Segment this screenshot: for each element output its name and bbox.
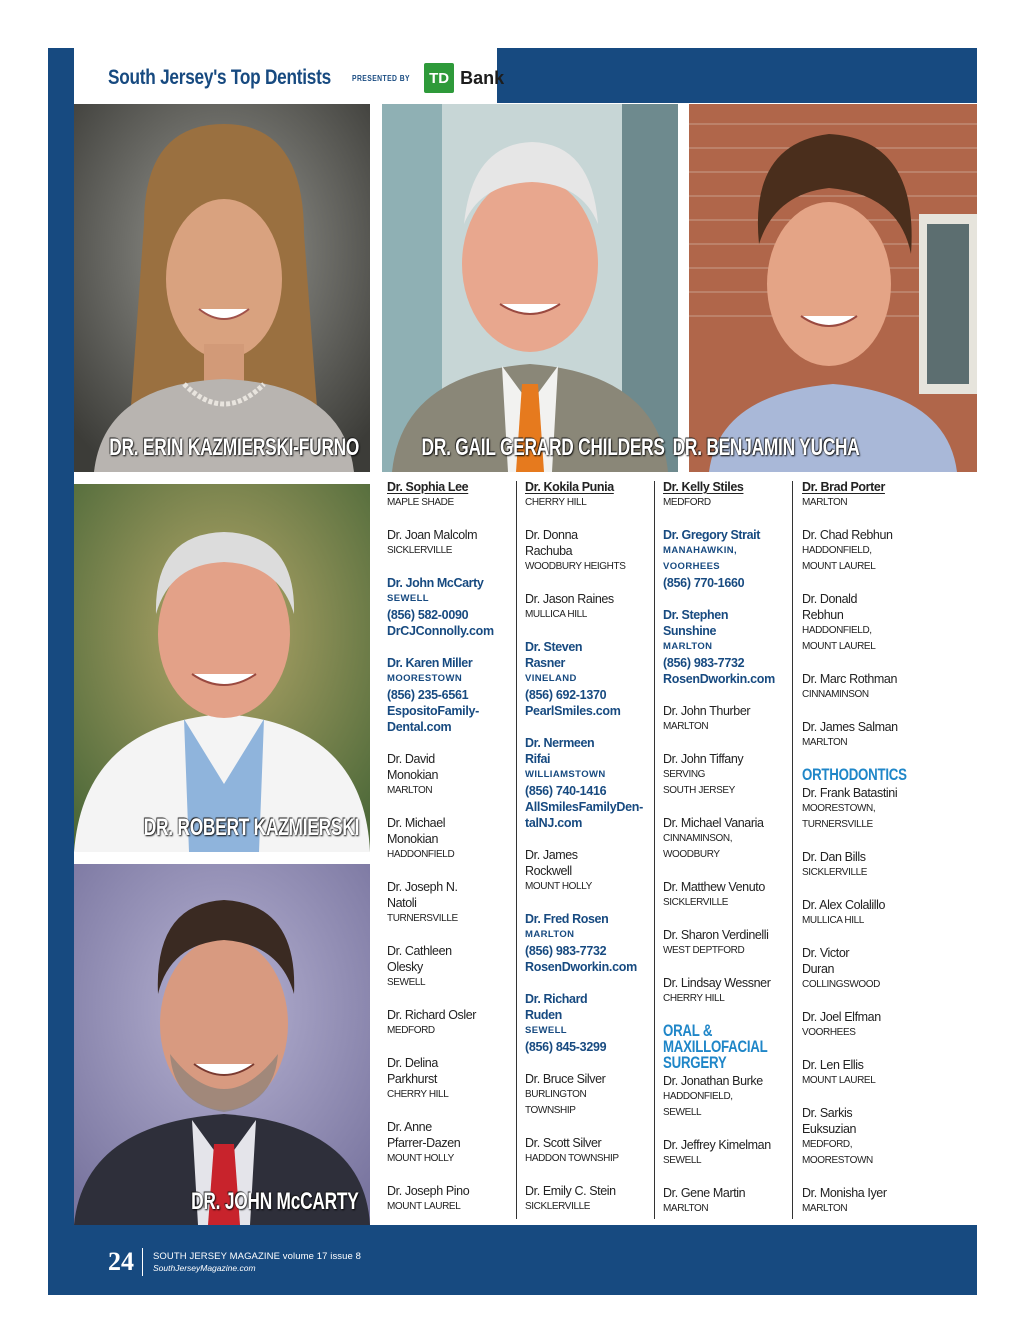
dentist-name: Dr. John Tiffany xyxy=(663,752,744,766)
dentist-name: Dr. Bruce Silver xyxy=(525,1072,606,1086)
magazine-website: SouthJerseyMagazine.com xyxy=(153,1262,256,1273)
dentist-location: MEDFORD xyxy=(387,1025,435,1036)
dentist-entry xyxy=(387,1007,515,1039)
dentist-name: Dr. Monisha Iyer xyxy=(802,1186,887,1200)
dentist-entry xyxy=(387,655,515,735)
dentist-website: EspositoFamily- xyxy=(387,704,480,718)
dentist-location: CHERRY HILL xyxy=(387,1089,449,1100)
dentist-location: CINNAMINSON, xyxy=(663,833,733,844)
photo-caption: DR. BENJAMIN YUCHA xyxy=(673,434,860,461)
page-title: South Jersey's Top Dentists xyxy=(108,66,331,89)
section-heading-line: ORTHODONTICS xyxy=(802,765,907,784)
dentist-entry xyxy=(387,479,515,511)
dentist-location: MOUNT LAUREL xyxy=(802,641,876,652)
dentist-location: MOUNT LAUREL xyxy=(802,561,876,572)
dentist-location: MEDFORD xyxy=(663,497,711,508)
dentist-entry xyxy=(663,975,797,1007)
dentist-location: MANAHAWKIN, xyxy=(663,545,738,556)
dentist-entry xyxy=(387,575,515,639)
dentist-phone: (856) 983-7732 xyxy=(525,944,607,958)
dentist-location: SEWELL xyxy=(387,977,426,988)
dentist-location: MEDFORD, xyxy=(802,1139,853,1150)
dentist-location: HADDONFIELD xyxy=(387,849,455,860)
dentist-entry xyxy=(802,945,942,993)
dentist-location: VOORHEES xyxy=(802,1027,856,1038)
dentist-entry xyxy=(525,1183,653,1215)
dentist-name: Dr. Frank Batastini xyxy=(802,786,898,800)
photo-gail-gerard-childers xyxy=(382,104,678,472)
dentist-location: HADDONFIELD, xyxy=(802,545,872,556)
dentist-entry xyxy=(663,527,797,591)
directory-column-2 xyxy=(525,479,653,1231)
dentist-location: SICKLERVILLE xyxy=(525,1201,591,1212)
dentist-phone: (856) 692-1370 xyxy=(525,688,607,702)
dentist-entry xyxy=(387,527,515,559)
dentist-name: Dr. Kelly Stiles xyxy=(663,480,744,494)
dentist-name: Dr. Jonathan Burke xyxy=(663,1074,763,1088)
dentist-name: Dr. Dan Bills xyxy=(802,850,866,864)
dentist-entry xyxy=(802,1185,942,1217)
dentist-entry xyxy=(802,479,942,511)
dentist-entry xyxy=(525,639,653,719)
dentist-location: COLLINGSWOOD xyxy=(802,979,880,990)
dentist-name: Dr. Emily C. Stein xyxy=(525,1184,616,1198)
dentist-name: Dr. Matthew Venuto xyxy=(663,880,765,894)
dentist-name: Rasner xyxy=(525,656,565,670)
dentist-location: SEWELL xyxy=(663,1155,702,1166)
dentist-location: MOUNT HOLLY xyxy=(387,1153,454,1164)
dentist-location: WOODBURY HEIGHTS xyxy=(525,561,626,572)
dentist-name: Dr. Michael Vanaria xyxy=(663,816,764,830)
dentist-phone: (856) 740-1416 xyxy=(525,784,607,798)
dentist-name: Dr. Michael xyxy=(387,816,446,830)
dentist-location: TURNERSVILLE xyxy=(387,913,458,924)
dentist-entry xyxy=(525,527,653,575)
dentist-location: WILLIAMSTOWN xyxy=(525,769,606,780)
dentist-name: Dr. James Salman xyxy=(802,720,898,734)
dentist-entry xyxy=(663,1073,797,1121)
column-divider xyxy=(792,481,793,1219)
dentist-name: Dr. Donna xyxy=(525,528,578,542)
dentist-entry xyxy=(525,735,653,831)
dentist-name: Dr. Joseph Pino xyxy=(387,1184,470,1198)
dentist-phone: (856) 770-1660 xyxy=(663,576,745,590)
dentist-name: Natoli xyxy=(387,896,417,910)
dentist-location: MULLICA HILL xyxy=(525,609,587,620)
dentist-entry xyxy=(663,927,797,959)
dentist-phone: (856) 235-6561 xyxy=(387,688,469,702)
photo-caption: DR. JOHN McCARTY xyxy=(191,1188,359,1215)
dentist-entry xyxy=(663,703,797,735)
dentist-location: MOUNT HOLLY xyxy=(525,881,592,892)
dentist-location: VINELAND xyxy=(525,673,577,684)
dentist-location: MARLTON xyxy=(802,737,848,748)
dentist-name: Dr. Kokila Punia xyxy=(525,480,614,494)
dentist-name: Olesky xyxy=(387,960,423,974)
dentist-entry xyxy=(663,607,797,687)
dentist-entry xyxy=(802,591,942,655)
dentist-location: TURNERSVILLE xyxy=(802,819,873,830)
dentist-entry xyxy=(525,591,653,623)
dentist-entry xyxy=(802,671,942,703)
dentist-website: RosenDworkin.com xyxy=(663,672,775,686)
page-header xyxy=(108,60,504,96)
photo-caption: DR. GAIL GERARD CHILDERS xyxy=(421,434,665,461)
dentist-name: Dr. Sophia Lee xyxy=(387,480,469,494)
dentist-location: SEWELL xyxy=(663,1107,702,1118)
photo-john-mccarty xyxy=(74,864,370,1225)
dentist-location: SICKLERVILLE xyxy=(663,897,729,908)
dentist-name: Monokian xyxy=(387,768,438,782)
dentist-website: DrCJConnolly.com xyxy=(387,624,494,638)
dentist-name: Dr. John McCarty xyxy=(387,576,484,590)
dentist-location: MULLICA HILL xyxy=(802,915,864,926)
dentist-entry xyxy=(663,479,797,511)
dentist-name: Dr. Len Ellis xyxy=(802,1058,864,1072)
directory-column-3 xyxy=(663,479,797,1233)
dentist-entry xyxy=(802,1009,942,1041)
dentist-name: Euksuzian xyxy=(802,1122,857,1136)
dentist-entry xyxy=(387,879,515,927)
dentist-location: SEWELL xyxy=(387,593,429,604)
dentist-location: WEST DEPTFORD xyxy=(663,945,745,956)
dentist-website: AllSmilesFamilyDen- xyxy=(525,800,643,814)
dentist-entry xyxy=(525,911,653,975)
dentist-location: CHERRY HILL xyxy=(525,497,587,508)
dentist-name: Dr. Victor xyxy=(802,946,850,960)
dentist-location: SOUTH JERSEY xyxy=(663,785,735,796)
dentist-name: Dr. David xyxy=(387,752,435,766)
dentist-location: MOORESTOWN, xyxy=(802,803,876,814)
dentist-entry xyxy=(663,751,797,799)
dentist-name: Dr. Scott Silver xyxy=(525,1136,602,1150)
directory-column-1 xyxy=(387,479,515,1231)
dentist-location: MARLTON xyxy=(387,785,433,796)
magazine-issue: SOUTH JERSEY MAGAZINE volume 17 issue 8 xyxy=(153,1250,362,1262)
dentist-name: Rachuba xyxy=(525,544,573,558)
dentist-phone: (856) 983-7732 xyxy=(663,656,745,670)
dentist-name: Dr. Gregory Strait xyxy=(663,528,760,542)
photo-erin-kazmierski-furno xyxy=(74,104,370,472)
dentist-name: Dr. Richard xyxy=(525,992,588,1006)
dentist-name: Dr. Nermeen xyxy=(525,736,595,750)
dentist-name: Ruden xyxy=(525,1008,562,1022)
dentist-location: WOODBURY xyxy=(663,849,720,860)
photo-benjamin-yucha xyxy=(689,104,977,472)
dentist-entry xyxy=(525,991,653,1055)
dentist-location: MARLTON xyxy=(802,1203,848,1214)
dentist-entry xyxy=(663,879,797,911)
dentist-entry xyxy=(525,479,653,511)
dentist-entry xyxy=(387,815,515,863)
dentist-location: VOORHEES xyxy=(663,561,721,572)
directory-column-4 xyxy=(802,479,942,1233)
dentist-name: Dr. Brad Porter xyxy=(802,480,885,494)
dentist-name: Dr. Sarkis xyxy=(802,1106,853,1120)
dentist-entry xyxy=(525,1071,653,1119)
dentist-entry xyxy=(802,719,942,751)
dentist-website: RosenDworkin.com xyxy=(525,960,637,974)
dentist-website: talNJ.com xyxy=(525,816,583,830)
dentist-entry xyxy=(802,849,942,881)
dentist-phone: (856) 582-0090 xyxy=(387,608,469,622)
dentist-entry xyxy=(663,1185,797,1217)
dentist-entry xyxy=(387,943,515,991)
dentist-location: MOUNT LAUREL xyxy=(387,1201,461,1212)
page-footer xyxy=(108,1247,361,1277)
header-bar xyxy=(497,48,977,103)
dentist-name: Dr. Chad Rebhun xyxy=(802,528,893,542)
dentist-location: BURLINGTON xyxy=(525,1089,587,1100)
dentist-location: HADDONFIELD, xyxy=(663,1091,733,1102)
dentist-location: SEWELL xyxy=(525,1025,567,1036)
photo-caption: DR. ROBERT KAZMIERSKI xyxy=(143,814,359,841)
dentist-location: SICKLERVILLE xyxy=(387,545,453,556)
dentist-website: Dental.com xyxy=(387,720,452,734)
dentist-name: Parkhurst xyxy=(387,1072,437,1086)
column-divider xyxy=(516,481,517,1219)
dentist-entry xyxy=(802,527,942,575)
dentist-location: MOUNT LAUREL xyxy=(802,1075,876,1086)
section-heading-line: SURGERY xyxy=(663,1053,727,1072)
dentist-name: Dr. James xyxy=(525,848,578,862)
section-heading xyxy=(802,767,911,783)
dentist-entry xyxy=(387,751,515,799)
presented-by-label: PRESENTED BY xyxy=(351,73,410,83)
dentist-location: MOORESTOWN xyxy=(387,673,463,684)
dentist-name: Dr. Richard Osler xyxy=(387,1008,477,1022)
dentist-location: MARLTON xyxy=(663,721,709,732)
dentist-entry xyxy=(525,1135,653,1167)
dentist-name: Monokian xyxy=(387,832,438,846)
dentist-name: Dr. Sharon Verdinelli xyxy=(663,928,769,942)
dentist-name: Pfarrer-Dazen xyxy=(387,1136,461,1150)
dentist-name: Dr. Delina xyxy=(387,1056,438,1070)
photo-robert-kazmierski xyxy=(74,484,370,852)
dentist-website: PearlSmiles.com xyxy=(525,704,621,718)
section-heading-line: MAXILLOFACIAL xyxy=(663,1037,768,1056)
page-number: 24 xyxy=(108,1247,134,1276)
dentist-entry xyxy=(802,785,942,833)
dentist-location: MARLTON xyxy=(802,497,848,508)
dentist-location: CHERRY HILL xyxy=(663,993,725,1004)
dentist-name: Dr. Alex Colalillo xyxy=(802,898,886,912)
dentist-name: Dr. Anne xyxy=(387,1120,432,1134)
dentist-entry xyxy=(663,1137,797,1169)
dentist-name: Dr. Jeffrey Kimelman xyxy=(663,1138,771,1152)
dentist-entry xyxy=(525,847,653,895)
photo-caption: DR. ERIN KAZMIERSKI-FURNO xyxy=(109,434,359,461)
dentist-entry xyxy=(387,1119,515,1167)
dentist-location: TOWNSHIP xyxy=(525,1105,576,1116)
dentist-location: HADDON TOWNSHIP xyxy=(525,1153,619,1164)
sponsor-name: Bank xyxy=(460,67,505,88)
dentist-name: Duran xyxy=(802,962,835,976)
dentist-name: Dr. Karen Miller xyxy=(387,656,473,670)
dentist-name: Sunshine xyxy=(663,624,717,638)
dentist-entry xyxy=(802,897,942,929)
column-divider xyxy=(654,481,655,1219)
dentist-name: Dr. Joan Malcolm xyxy=(387,528,478,542)
dentist-entry xyxy=(802,1105,942,1169)
section-heading xyxy=(663,1023,768,1071)
dentist-name: Dr. Donald xyxy=(802,592,858,606)
dentist-name: Dr. Gene Martin xyxy=(663,1186,746,1200)
td-bank-logo-icon: TD xyxy=(424,63,454,93)
dentist-name: Dr. Joel Elfman xyxy=(802,1010,881,1024)
dentist-name: Dr. Steven xyxy=(525,640,583,654)
dentist-location: SERVING xyxy=(663,769,706,780)
dentist-location: MARLTON xyxy=(663,1203,709,1214)
dentist-location: MARLTON xyxy=(663,641,713,652)
dentist-location: MARLTON xyxy=(525,929,575,940)
dentist-phone: (856) 845-3299 xyxy=(525,1040,607,1054)
dentist-location: SICKLERVILLE xyxy=(802,867,868,878)
dentist-name: Rebhun xyxy=(802,608,844,622)
dentist-entry xyxy=(663,815,797,863)
dentist-name: Dr. Marc Rothman xyxy=(802,672,898,686)
dentist-name: Dr. Fred Rosen xyxy=(525,912,609,926)
dentist-name: Rifai xyxy=(525,752,551,766)
dentist-entry xyxy=(387,1183,515,1215)
footer-divider xyxy=(142,1248,143,1276)
dentist-location: MAPLE SHADE xyxy=(387,497,454,508)
dentist-name: Dr. Jason Raines xyxy=(525,592,614,606)
dentist-name: Dr. Lindsay Wessner xyxy=(663,976,771,990)
dentist-name: Dr. Stephen xyxy=(663,608,729,622)
dentist-name: Dr. Cathleen xyxy=(387,944,452,958)
dentist-name: Dr. Joseph N. xyxy=(387,880,458,894)
dentist-location: HADDONFIELD, xyxy=(802,625,872,636)
dentist-entry xyxy=(387,1055,515,1103)
dentist-name: Dr. John Thurber xyxy=(663,704,751,718)
dentist-name: Rockwell xyxy=(525,864,572,878)
dentist-location: MOORESTOWN xyxy=(802,1155,873,1166)
dentist-entry xyxy=(802,1057,942,1089)
dentist-location: CINNAMINSON xyxy=(802,689,869,700)
section-heading-line: ORAL & xyxy=(663,1021,713,1040)
